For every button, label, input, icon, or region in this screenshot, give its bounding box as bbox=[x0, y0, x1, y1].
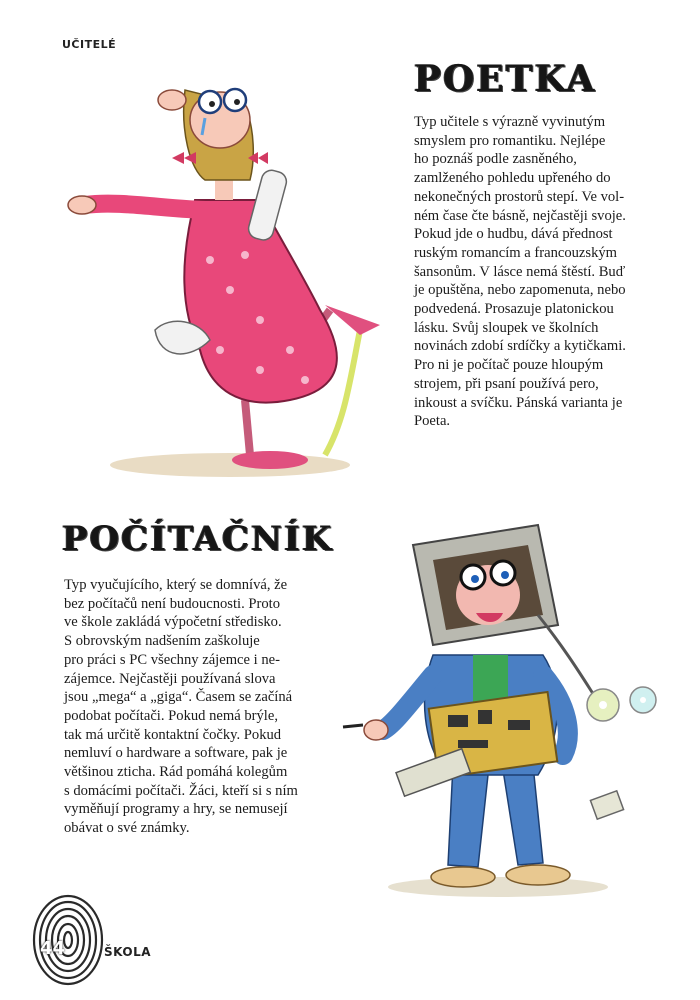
poetka-line: novinách zdobí srdíčky a kytičkami. bbox=[414, 338, 626, 355]
pocitacnik-description bbox=[64, 576, 344, 838]
pocitacnik-illustration bbox=[338, 515, 668, 905]
pocitacnik-title: POČÍTAČNÍK bbox=[62, 519, 334, 559]
poetka-line: zamlženého pohledu upřeného do bbox=[414, 170, 611, 187]
pocitacnik-line: většinou zticha. Rád pomáhá kolegům bbox=[64, 764, 288, 781]
pocitacnik-line: tak má určitě kontaktní čočky. Pokud bbox=[64, 726, 282, 743]
poetka-title: POETKA bbox=[414, 58, 597, 100]
poetka-line: je opuštěna, nebo zapomenuta, nebo bbox=[414, 282, 626, 299]
poetka-line: strojem, při psaní používá pero, bbox=[414, 375, 599, 392]
pocitacnik-line: vyměňují programy a hry, se nemusejí bbox=[64, 801, 288, 818]
pocitacnik-line: bez počítačů není budoucnosti. Proto bbox=[64, 595, 281, 612]
pocitacnik-line: zájemce. Nejčastěji používaná slova bbox=[64, 670, 276, 687]
poetka-line: ruským romancím a francouzským bbox=[414, 244, 618, 261]
poetka-line: Typ učitele s výrazně vyvinutým bbox=[414, 114, 606, 130]
poetka-line: Pokud jde o hudbu, dává přednost bbox=[414, 226, 613, 243]
poetka-illustration bbox=[60, 60, 400, 490]
pocitacnik-line: Typ vyučujícího, který se domnívá, že bbox=[64, 577, 288, 593]
poetka-line: smyslem pro romantiku. Nejlépe bbox=[414, 132, 606, 149]
poetka-line: šansonům. V lásce nemá štěstí. Buď bbox=[414, 263, 626, 280]
pocitacnik-line: nemluví o hardware a software, pak je bbox=[64, 745, 288, 762]
poetka-line: lásku. Svůj sloupek ve školních bbox=[414, 319, 599, 336]
poetka-line: nekonečných prostorů stepí. Ve vol- bbox=[414, 188, 625, 205]
pocitacnik-line: podobat počítači. Pokud nemá brýle, bbox=[64, 707, 278, 724]
pocitacnik-line: pro práci s PC všechny zájemce i ne- bbox=[64, 651, 280, 668]
poetka-line: Pro ni je počítač pouze hloupým bbox=[414, 357, 604, 374]
poetka-line: podvedená. Prosazuje platonickou bbox=[414, 301, 614, 318]
pocitacnik-line: s domácími počítači. Žáci, kteří si s ním bbox=[64, 782, 298, 799]
poetka-line: ho poznáš podle zasněného, bbox=[414, 151, 577, 168]
pocitacnik-line: S obrovským nadšením zaškoluje bbox=[64, 633, 260, 650]
pocitacnik-line: jsou „mega“ a „giga“. Časem se začíná bbox=[64, 689, 293, 706]
footer-section-label: ŠKOLA bbox=[104, 945, 152, 959]
pocitacnik-line: ve škole zakládá výpočetní středisko. bbox=[64, 614, 282, 631]
page-number: 44 bbox=[40, 938, 66, 959]
poetka-line: inkoust a svíčku. Pánská varianta je bbox=[414, 394, 623, 411]
poetka-description bbox=[414, 113, 664, 431]
section-header-label: UČITELÉ bbox=[62, 38, 117, 51]
pocitacnik-line: obávat o své známky. bbox=[64, 820, 190, 837]
poetka-line: ném čase čte básně, nejčastěji svoje. bbox=[414, 207, 626, 224]
poetka-line: Poeta. bbox=[414, 413, 451, 430]
